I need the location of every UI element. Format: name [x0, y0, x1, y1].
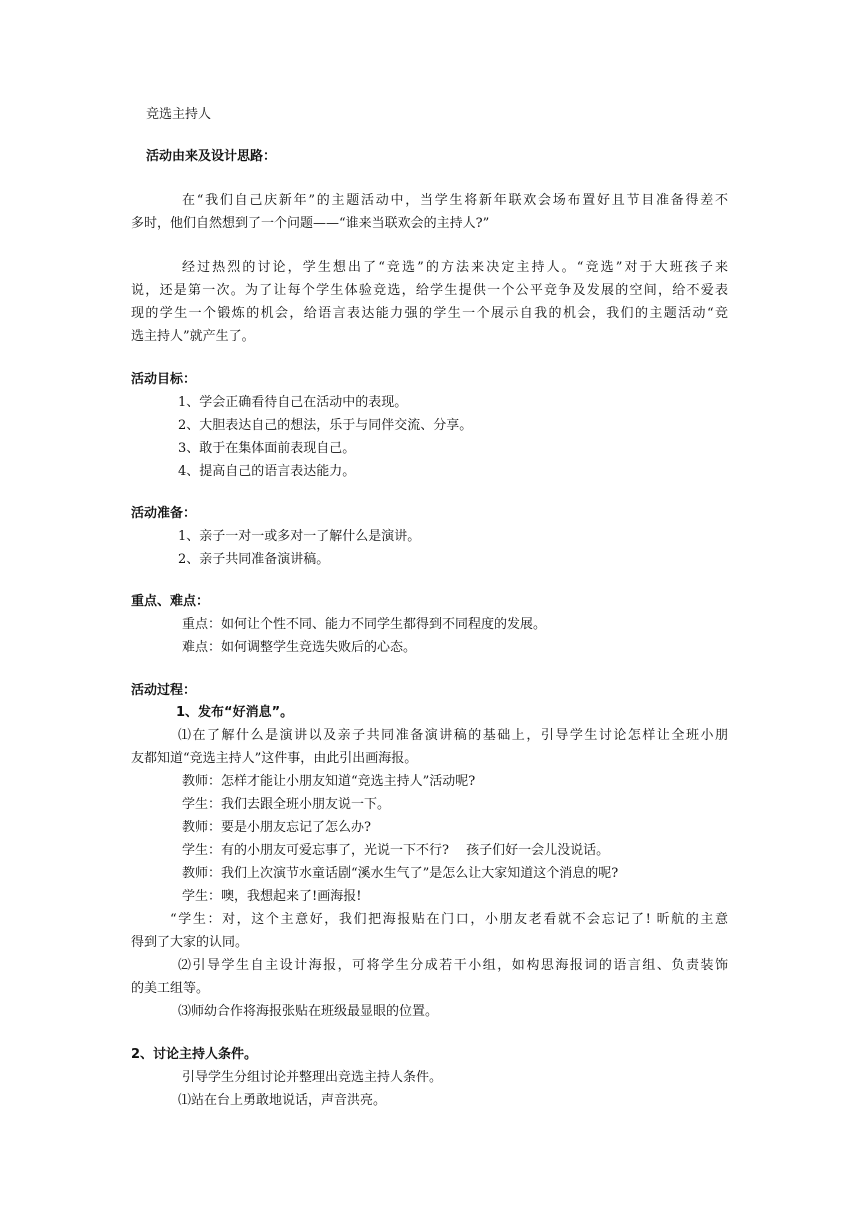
- step1-a-line-1: ⑴在了解什么是演讲以及亲子共同准备演讲稿的基础上，引导学生讨论怎样让全班小朋: [178, 728, 728, 743]
- prep-heading: 活动准备：: [131, 506, 197, 521]
- origin-heading: 活动由来及设计思路：: [146, 149, 277, 164]
- origin-paragraph-2-line-1: 经过热烈的讨论，学生想出了“竞选”的方法来决定主持人。“竞选”对于大班孩子来: [182, 260, 728, 275]
- dialog-line: 教师：要是小朋友忘记了怎么办?: [182, 820, 371, 835]
- origin-paragraph-2-line-3: 现的学生一个锻炼的机会，给语言表达能力强的学生一个展示自我的机会，我们的主题活动“竞: [131, 306, 728, 321]
- document-title: 竞选主持人: [146, 107, 212, 122]
- hard-point: 难点：如何调整学生竞选失败后的心态。: [182, 640, 417, 655]
- step1-b-line-2: 的美工组等。: [131, 981, 210, 996]
- key-point: 重点：如何让个性不同、能力不同学生都得到不同程度的发展。: [182, 617, 547, 632]
- origin-paragraph-1-line-1: 在“我们自己庆新年”的主题活动中，当学生将新年联欢会场布置好且节目准备得差不: [182, 193, 728, 208]
- dialog-line: 学生：我们去跟全班小朋友说一下。: [182, 797, 391, 812]
- goals-heading: 活动目标：: [131, 372, 197, 387]
- prep-item: 2、亲子共同准备演讲稿。: [178, 552, 330, 567]
- quote-line-1: “学生：对，这个主意好，我们把海报贴在门口，小朋友老看就不会忘记了! 昕航的主意: [170, 912, 728, 927]
- step2-intro: 引导学生分组讨论并整理出竞选主持人条件。: [182, 1070, 443, 1085]
- step1-heading: 1、发布“好消息”。: [176, 705, 294, 720]
- origin-paragraph-2-line-4: 选主持人”就产生了。: [131, 329, 255, 344]
- goal-item: 4、提高自己的语言表达能力。: [178, 464, 356, 479]
- prep-item: 1、亲子一对一或多对一了解什么是演讲。: [178, 529, 421, 544]
- goal-item: 1、学会正确看待自己在活动中的表现。: [178, 395, 408, 410]
- dialog-line: 教师：怎样才能让小朋友知道“竞选主持人”活动呢?: [182, 774, 476, 789]
- origin-paragraph-2-line-2: 说，还是第一次。为了让每个学生体验竞选，给学生提供一个公平竞争及发展的空间，给不爱表: [131, 283, 728, 298]
- origin-paragraph-1-line-2: 多时，他们自然想到了一个问题——“谁来当联欢会的主持人?”: [131, 216, 490, 231]
- dialog-line: 学生：有的小朋友可爱忘事了，光说一下不行? 孩子们好一会儿没说话。: [182, 843, 610, 858]
- step2-heading: 2、讨论主持人条件。: [131, 1047, 258, 1062]
- key-heading: 重点、难点：: [131, 594, 210, 609]
- goal-item: 2、大胆表达自己的想法，乐于与同伴交流、分享。: [178, 418, 473, 433]
- dialog-line: 教师：我们上次演节水童话剧“溪水生气了”是怎么让大家知道这个消息的呢?: [182, 866, 619, 881]
- goal-item: 3、敢于在集体面前表现自己。: [178, 441, 356, 456]
- quote-line-2: 得到了大家的认同。: [131, 935, 249, 950]
- step1-b-line-1: ⑵引导学生自主设计海报，可将学生分成若干小组，如构思海报词的语言组、负责装饰: [178, 958, 728, 973]
- step1-c: ⑶师幼合作将海报张贴在班级最显眼的位置。: [178, 1004, 439, 1019]
- dialog-line: 学生：噢，我想起来了!画海报!: [182, 889, 362, 904]
- step1-a-line-2: 友都知道“竞选主持人”这件事，由此引出画海报。: [131, 751, 418, 766]
- step2-a: ⑴站在台上勇敢地说话，声音洪亮。: [178, 1093, 387, 1108]
- process-heading: 活动过程：: [131, 683, 197, 698]
